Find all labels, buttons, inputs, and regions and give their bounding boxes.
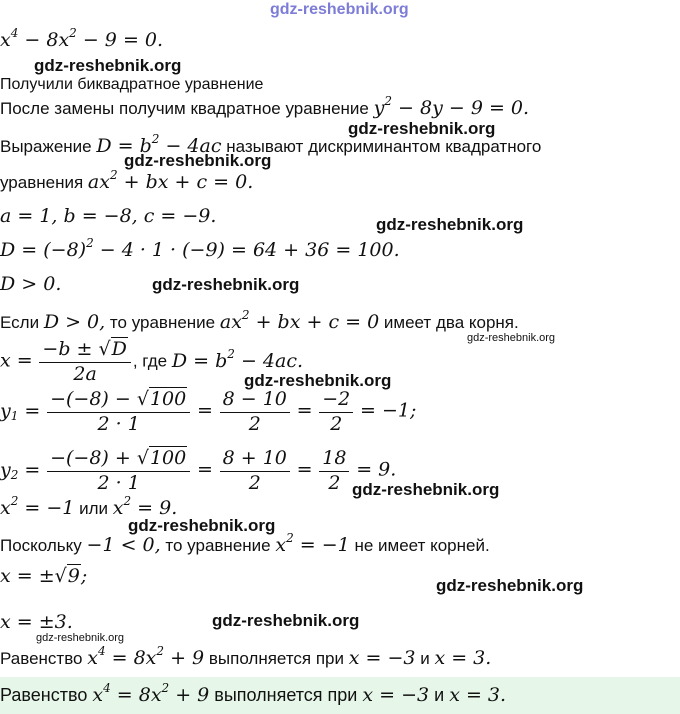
answer-equality-word: Равенство bbox=[0, 685, 88, 705]
discriminant-calc-line bbox=[0, 236, 400, 261]
y2-fraction-2: $\frac{8 + 10}{2}$ bbox=[220, 447, 290, 496]
answer-line bbox=[0, 681, 507, 706]
math-quadratic-form: $ax^2$ + bx + c = 0 bbox=[219, 308, 380, 333]
root-y1-line: $y_1$ = $\frac{-(-8) - √100}{2 \cdot 1}$ = $\frac{8 - 10}{2}$ = $\frac{-2}{2}$ = −1; bbox=[0, 388, 417, 435]
answer-x-3: x = 3. bbox=[449, 684, 507, 706]
answer-x-neg3: x = −3 bbox=[362, 684, 430, 706]
watermark: gdz-reshebnik.org bbox=[128, 516, 276, 535]
math-discriminant-calc: $D = (-8)^2 - 4 \cdot 1 \cdot (-9) = 64 + 36 = 100$. bbox=[0, 236, 400, 261]
watermark: gdz-reshebnik.org bbox=[152, 275, 300, 294]
math-biquadratic: $x^4 - 8x^2 - 9 = 0$. bbox=[0, 26, 164, 51]
equation-word: уравнения bbox=[0, 173, 84, 192]
root-formula-fraction: $\frac{-b \pm √D}{2a}$ bbox=[39, 338, 130, 387]
y2-result: = 9. bbox=[356, 458, 397, 481]
and-word: и bbox=[420, 649, 430, 668]
y2-fraction-3: $\frac{18}{2}$ bbox=[319, 447, 349, 496]
discriminant-text: называют дискриминантом квадратного bbox=[226, 137, 542, 156]
watermark: gdz-reshebnik.org bbox=[467, 332, 556, 344]
then-text-2: то уравнение bbox=[165, 536, 271, 555]
y1-result: = −1; bbox=[360, 399, 417, 422]
y1-fraction-1: $\frac{-(-8) - √100}{2 \cdot 1}$ bbox=[47, 388, 190, 437]
y2-fraction-1: $\frac{-(-8) + √100}{2 \cdot 1}$ bbox=[47, 447, 190, 496]
watermark: gdz-reshebnik.org bbox=[352, 480, 500, 499]
watermark: gdz-reshebnik.org bbox=[436, 576, 584, 595]
answer-box bbox=[0, 677, 680, 714]
math-discriminant-formula: $D = b^2 - 4ac$ bbox=[96, 132, 222, 157]
math-coefficients: a = 1, b = −8, c = −9. bbox=[0, 205, 217, 227]
since-word: Поскольку bbox=[0, 536, 82, 555]
math-quadratic-y: $y^2 - 8y - 9 = 0$. bbox=[373, 94, 530, 119]
equation-line-1 bbox=[0, 26, 164, 51]
discriminant-positive-line bbox=[0, 274, 61, 295]
math-x2-nine: $x^2 = 9$. bbox=[112, 494, 178, 519]
math-general-quadratic: $ax^2$ + bx + c = 0. bbox=[87, 168, 254, 193]
watermark: gdz-reshebnik.org bbox=[212, 611, 360, 630]
watermark: gdz-reshebnik.org bbox=[348, 119, 496, 138]
answer-math-eq: $x^4 = 8x^2 + 9$ bbox=[92, 681, 210, 706]
answer-and-word: и bbox=[434, 685, 445, 705]
if-word: Если bbox=[0, 313, 40, 332]
text-line-equation-form bbox=[0, 168, 254, 193]
root-formula-denominator: 2a bbox=[73, 362, 97, 385]
or-word: или bbox=[79, 499, 109, 518]
two-roots-text: имеет два корня. bbox=[383, 313, 519, 332]
math-neg-less-zero: −1 < 0, bbox=[86, 534, 161, 556]
site-watermark-top: gdz-reshebnik.org bbox=[270, 1, 409, 18]
math-x-pm-3: x = ±3. bbox=[0, 611, 73, 633]
two-roots-line bbox=[0, 308, 519, 333]
text-line-substitution bbox=[0, 94, 530, 119]
math-d-positive: D > 0. bbox=[0, 273, 62, 295]
substitution-text: После замены получим квадратное уравнение bbox=[0, 99, 369, 118]
math-d-gt-zero: D > 0, bbox=[43, 311, 106, 333]
answer-holds-text: выполняется при bbox=[214, 685, 358, 705]
no-roots-text: не имеет корней. bbox=[354, 536, 490, 555]
math-y2-label: $y_2$ = bbox=[0, 458, 41, 482]
math-original-eq: $x^4 = 8x^2 + 9$ bbox=[87, 644, 205, 669]
sqrt-symbol: √D bbox=[98, 338, 127, 360]
expression-word: Выражение bbox=[0, 137, 92, 156]
then-text: то уравнение bbox=[109, 313, 216, 332]
equality-word: Равенство bbox=[0, 649, 83, 668]
text-line-biquadratic: Получили биквадратное уравнение bbox=[0, 76, 264, 93]
root-y2-line: $y_2$ = $\frac{-(-8) + √100}{2 \cdot 1}$ = $\frac{8 + 10}{2}$ = $\frac{18}{2}$ = 9. bbox=[0, 447, 397, 494]
sqrt-nine-line bbox=[0, 566, 87, 587]
watermark: gdz-reshebnik.org bbox=[244, 371, 392, 390]
math-x-3: x = 3. bbox=[434, 647, 492, 669]
y1-fraction-3: $\frac{-2}{2}$ bbox=[319, 388, 353, 437]
math-x-pm-sqrt9: x = ±√9; bbox=[0, 565, 88, 587]
math-x2-neg1: $x^2 = -1$ bbox=[275, 531, 350, 556]
watermark: gdz-reshebnik.org bbox=[36, 632, 125, 644]
conclusion-line bbox=[0, 644, 492, 669]
watermark: gdz-reshebnik.org bbox=[34, 56, 182, 75]
x-pm-three-line bbox=[0, 612, 73, 633]
watermark: gdz-reshebnik.org bbox=[376, 215, 524, 234]
no-roots-line bbox=[0, 531, 490, 556]
y1-fraction-2: $\frac{8 - 10}{2}$ bbox=[220, 388, 290, 437]
math-x-equals: x = bbox=[0, 349, 33, 372]
math-y1-label: $y_1$ = bbox=[0, 399, 41, 423]
where-text: , где bbox=[132, 351, 168, 371]
math-d-definition: $D = b^2 - 4ac$. bbox=[171, 346, 304, 372]
watermark: gdz-reshebnik.org bbox=[124, 151, 272, 170]
holds-at-text: выполняется при bbox=[208, 649, 344, 668]
math-x-neg3: x = −3 bbox=[348, 647, 416, 669]
coefficients-line bbox=[0, 206, 216, 227]
math-x2-minus1: $x^2 = -1$ bbox=[0, 494, 75, 519]
